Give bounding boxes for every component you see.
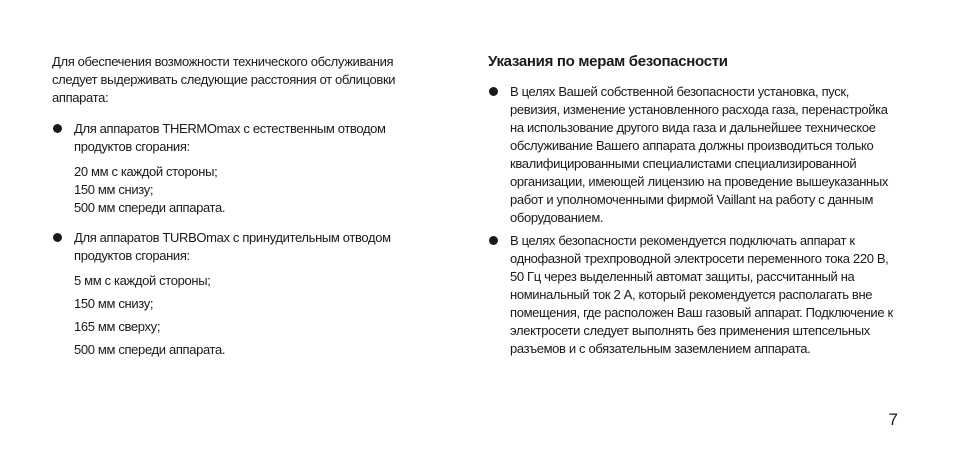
turbo-text: Для аппаратов TURBOmax с принудительным отводом продуктов сгорания: xyxy=(74,230,391,263)
thermo-distance-front: 500 мм спереди аппарата. xyxy=(74,200,226,215)
bullet-dot-icon xyxy=(53,233,62,242)
safety-bullet-electrical xyxy=(488,232,900,358)
thermo-bullet xyxy=(52,120,432,156)
turbo-distance-top: 165 мм сверху; xyxy=(74,319,161,334)
thermo-distance-sides: 20 мм с каждой стороны; xyxy=(74,164,218,179)
turbo-bullet xyxy=(52,229,432,265)
right-column xyxy=(488,53,900,363)
section-title: Указания по мерам безопасности xyxy=(488,53,728,70)
thermo-distances xyxy=(74,163,432,217)
safety-text-electrical: В целях безопасности рекомендуется подключать аппарат к однофазной трехпроводной электросети переменного тока 220 В, 50 Гц через выделенный автомат защиты, рассчитанный на номинальный ток 2 А, который рекомендуется располагать вне помещения, где расположен Ваш газовый аппарат. Подключение к электросети следует выполнять без применения штепсельных разъемов и с обязательным заземлением аппарата. xyxy=(510,233,893,356)
bullet-dot-icon xyxy=(53,124,62,133)
turbo-distances xyxy=(74,272,432,359)
thermo-distance-bottom: 150 мм снизу; xyxy=(74,182,154,197)
bullet-dot-icon xyxy=(489,87,498,96)
thermo-text: Для аппаратов THERMOmax с естественным отводом продуктов сгорания: xyxy=(74,121,386,154)
left-column xyxy=(52,53,432,364)
turbo-distance-front: 500 мм спереди аппарата. xyxy=(74,342,226,357)
safety-bullet-installation xyxy=(488,83,900,227)
bullet-dot-icon xyxy=(489,236,498,245)
turbo-distance-sides: 5 мм с каждой стороны; xyxy=(74,273,211,288)
page-number: 7 xyxy=(888,410,898,429)
intro-paragraph: Для обеспечения возможности технического обслуживания следует выдерживать следующие расстояния от облицовки аппарата: xyxy=(52,54,396,105)
turbo-distance-bottom: 150 мм снизу; xyxy=(74,296,154,311)
safety-text-installation: В целях Вашей собственной безопасности установка, пуск, ревизия, изменение установленного расхода газа, перенастройка на использование другого вида газа и дальнейшее техническое обслуживание Вашего аппарата должны производиться только квалифицированными специалистами специализированной организации, имеющей лицензию на проведение вышеуказанных работ и уполномоченными фирмой Vaillant на работу с данным оборудованием. xyxy=(510,84,889,225)
